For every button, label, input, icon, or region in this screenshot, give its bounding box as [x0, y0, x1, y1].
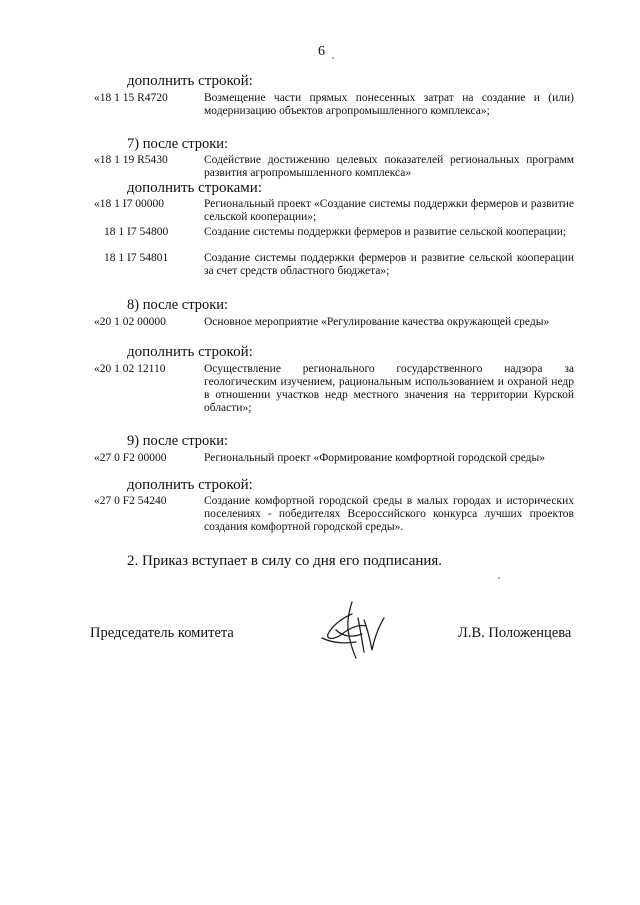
budget-description: Создание комфортной городской среды в малых городах и исторических поселениях - победителях Всероссийского конкурса лучших проектов создания комфортной городской среды».	[204, 495, 574, 533]
effective-date-clause: 2. Приказ вступает в силу со дня его подписания.	[127, 553, 443, 569]
budget-code: 18 1 I7 54801	[104, 252, 169, 264]
budget-code: «18 1 15 R4720	[94, 92, 168, 104]
budget-code: «18 1 I7 00000	[94, 198, 164, 210]
budget-description: Основное мероприятие «Регулирование качества окружающей среды»	[204, 316, 550, 328]
section-header: 7) после строки:	[127, 136, 229, 152]
budget-code: «20 1 02 00000	[94, 316, 166, 328]
budget-description: Региональный проект «Формирование комфортной городской среды»	[204, 452, 546, 464]
signatory-name: Л.В. Положенцева	[458, 625, 572, 641]
section-header: дополнить строкой:	[127, 344, 253, 360]
section-header: 9) после строки:	[127, 433, 229, 449]
budget-description: Региональный проект «Создание системы поддержки фермеров и развитие сельской кооперации»;	[204, 198, 574, 223]
handwritten-signature	[312, 600, 392, 662]
budget-description: Возмещение части прямых понесенных затрат на создание и (или) модернизацию объектов агропромышленного комплекса»;	[204, 92, 574, 117]
signatory-position: Председатель комитета	[90, 625, 234, 641]
budget-code: 18 1 I7 54800	[104, 226, 169, 238]
budget-description: Создание системы поддержки фермеров и развитие сельской кооперации за счет средств областного бюджета»;	[204, 252, 574, 277]
section-header: дополнить строками:	[127, 180, 262, 196]
section-header: 8) после строки:	[127, 297, 229, 313]
budget-code: «20 1 02 12110	[94, 363, 166, 375]
section-header: дополнить строкой:	[127, 73, 253, 89]
budget-code: «27 0 F2 54240	[94, 495, 167, 507]
scan-speck	[498, 577, 500, 579]
section-header: дополнить строкой:	[127, 477, 253, 493]
scan-speck	[332, 57, 334, 59]
budget-description: Создание системы поддержки фермеров и развитие сельской кооперации;	[204, 226, 567, 238]
budget-code: «27 0 F2 00000	[94, 452, 167, 464]
budget-description: Осуществление регионального государственного надзора за геологическим изучением, рациональным использованием и охраной недр в отношении участков недр местного значения на территории Курской области»;	[204, 363, 574, 414]
budget-code: «18 1 19 R5430	[94, 154, 168, 166]
page-number: 6	[318, 44, 325, 59]
budget-description: Содействие достижению целевых показателей региональных программ развития агропромышленного комплекса»	[204, 154, 574, 179]
